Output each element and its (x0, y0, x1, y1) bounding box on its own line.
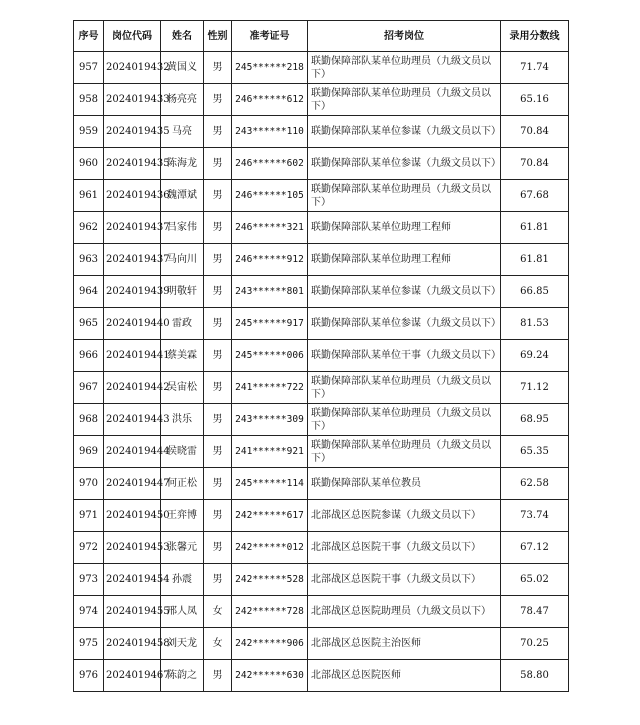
cell-name: 吕家伟 (161, 212, 204, 244)
cell-exam-id: 242******617 (232, 500, 308, 532)
cell-position-code: 2024019454 (104, 564, 161, 596)
header-gender: 性别 (204, 21, 232, 52)
table-row (74, 340, 569, 372)
cell-gender: 男 (204, 116, 232, 148)
cell-position-code: 2024019439 (104, 276, 161, 308)
table-row (74, 84, 569, 116)
cell-gender: 男 (204, 404, 232, 436)
cell-exam-id: 245******917 (232, 308, 308, 340)
cell-gender: 男 (204, 308, 232, 340)
cell-exam-id: 245******218 (232, 52, 308, 84)
table-row (74, 596, 569, 628)
cell-position: 北部战区总医院医师 (308, 660, 501, 692)
cell-score: 65.16 (501, 84, 569, 116)
cell-position-code: 2024019458 (104, 628, 161, 660)
cell-score: 68.95 (501, 404, 569, 436)
cell-score: 67.68 (501, 180, 569, 212)
cell-score: 70.84 (501, 116, 569, 148)
cell-position: 联勤保障部队某单位参谋（九级文员以下） (308, 116, 501, 148)
cell-score: 73.74 (501, 500, 569, 532)
cell-exam-id: 243******801 (232, 276, 308, 308)
cell-score: 70.84 (501, 148, 569, 180)
cell-position: 联勤保障部队某单位参谋（九级文员以下） (308, 148, 501, 180)
cell-position: 北部战区总医院干事（九级文员以下） (308, 532, 501, 564)
table-row (74, 532, 569, 564)
cell-position: 联勤保障部队某单位参谋（九级文员以下） (308, 308, 501, 340)
cell-score: 58.80 (501, 660, 569, 692)
cell-exam-id: 241******722 (232, 372, 308, 404)
table-row (74, 52, 569, 84)
cell-serial-number: 968 (74, 404, 104, 436)
table-row (74, 500, 569, 532)
cell-serial-number: 970 (74, 468, 104, 500)
cell-position: 联勤保障部队某单位参谋（九级文员以下） (308, 276, 501, 308)
cell-serial-number: 975 (74, 628, 104, 660)
cell-position-code: 2024019447 (104, 468, 161, 500)
cell-serial-number: 973 (74, 564, 104, 596)
table-row (74, 148, 569, 180)
cell-position-code: 2024019453 (104, 532, 161, 564)
cell-name: 杨亮亮 (161, 84, 204, 116)
cell-serial-number: 969 (74, 436, 104, 468)
cell-score: 81.53 (501, 308, 569, 340)
cell-name: 马亮 (161, 116, 204, 148)
cell-name: 何正松 (161, 468, 204, 500)
table-row (74, 244, 569, 276)
cell-gender: 男 (204, 180, 232, 212)
cell-position: 联勤保障部队某单位助理工程师 (308, 244, 501, 276)
cell-position-code: 2024019442 (104, 372, 161, 404)
cell-position: 联勤保障部队某单位助理员（九级文员以下） (308, 84, 501, 116)
cell-position-code: 2024019436 (104, 180, 161, 212)
cell-position-code: 2024019432 (104, 52, 161, 84)
header-serial-number: 序号 (74, 21, 104, 52)
table-row (74, 212, 569, 244)
cell-name: 孙震 (161, 564, 204, 596)
cell-exam-id: 246******105 (232, 180, 308, 212)
cell-exam-id: 242******012 (232, 532, 308, 564)
cell-exam-id: 242******528 (232, 564, 308, 596)
cell-gender: 男 (204, 276, 232, 308)
cell-position-code: 2024019455 (104, 596, 161, 628)
cell-gender: 男 (204, 532, 232, 564)
cell-position-code: 2024019444 (104, 436, 161, 468)
cell-position: 北部战区总医院助理员（九级文员以下） (308, 596, 501, 628)
cell-name: 吴宙松 (161, 372, 204, 404)
cell-exam-id: 242******906 (232, 628, 308, 660)
cell-position: 北部战区总医院参谋（九级文员以下） (308, 500, 501, 532)
cell-serial-number: 972 (74, 532, 104, 564)
cell-gender: 男 (204, 564, 232, 596)
cell-gender: 男 (204, 660, 232, 692)
cell-name: 张馨元 (161, 532, 204, 564)
cell-position-code: 2024019441 (104, 340, 161, 372)
header-row (74, 21, 569, 52)
cell-gender: 男 (204, 148, 232, 180)
table-row (74, 404, 569, 436)
cell-exam-id: 243******309 (232, 404, 308, 436)
cell-serial-number: 959 (74, 116, 104, 148)
cell-serial-number: 967 (74, 372, 104, 404)
cell-serial-number: 964 (74, 276, 104, 308)
table-row (74, 372, 569, 404)
header-score: 录用分数线 (501, 21, 569, 52)
table-body (74, 52, 569, 692)
cell-position-code: 2024019435 (104, 116, 161, 148)
cell-score: 71.74 (501, 52, 569, 84)
cell-exam-id: 246******602 (232, 148, 308, 180)
cell-gender: 男 (204, 372, 232, 404)
cell-position: 联勤保障部队某单位教员 (308, 468, 501, 500)
header-exam-id: 准考证号 (232, 21, 308, 52)
header-position-code: 岗位代码 (104, 21, 161, 52)
cell-name: 王弈博 (161, 500, 204, 532)
cell-name: 蔡美霖 (161, 340, 204, 372)
cell-gender: 男 (204, 340, 232, 372)
cell-position: 联勤保障部队某单位助理工程师 (308, 212, 501, 244)
cell-name: 马向川 (161, 244, 204, 276)
cell-position-code: 2024019433 (104, 84, 161, 116)
cell-name: 陈海龙 (161, 148, 204, 180)
cell-serial-number: 961 (74, 180, 104, 212)
cell-position-code: 2024019437 (104, 244, 161, 276)
cell-name: 侯晓雷 (161, 436, 204, 468)
cell-position: 联勤保障部队某单位助理员（九级文员以下） (308, 404, 501, 436)
cell-position-code: 2024019437 (104, 212, 161, 244)
cell-score: 78.47 (501, 596, 569, 628)
cell-serial-number: 971 (74, 500, 104, 532)
cell-exam-id: 246******321 (232, 212, 308, 244)
cell-score: 69.24 (501, 340, 569, 372)
cell-name: 明敬轩 (161, 276, 204, 308)
cell-gender: 男 (204, 500, 232, 532)
cell-score: 61.81 (501, 212, 569, 244)
cell-position: 联勤保障部队某单位助理员（九级文员以下） (308, 372, 501, 404)
cell-serial-number: 974 (74, 596, 104, 628)
table-row (74, 436, 569, 468)
cell-score: 62.58 (501, 468, 569, 500)
header-position: 招考岗位 (308, 21, 501, 52)
cell-position: 联勤保障部队某单位助理员（九级文员以下） (308, 436, 501, 468)
cell-serial-number: 965 (74, 308, 104, 340)
cell-exam-id: 245******006 (232, 340, 308, 372)
cell-name: 黄国义 (161, 52, 204, 84)
cell-position-code: 2024019440 (104, 308, 161, 340)
cell-serial-number: 963 (74, 244, 104, 276)
cell-position: 联勤保障部队某单位助理员（九级文员以下） (308, 180, 501, 212)
cell-name: 洪乐 (161, 404, 204, 436)
cell-exam-id: 246******912 (232, 244, 308, 276)
cell-gender: 男 (204, 84, 232, 116)
cell-name: 雷政 (161, 308, 204, 340)
admission-results-table (73, 20, 569, 692)
cell-exam-id: 243******110 (232, 116, 308, 148)
cell-position-code: 2024019443 (104, 404, 161, 436)
cell-score: 65.02 (501, 564, 569, 596)
cell-serial-number: 957 (74, 52, 104, 84)
cell-score: 67.12 (501, 532, 569, 564)
cell-name: 陈韵之 (161, 660, 204, 692)
cell-serial-number: 960 (74, 148, 104, 180)
cell-serial-number: 976 (74, 660, 104, 692)
table-row (74, 276, 569, 308)
cell-gender: 女 (204, 628, 232, 660)
cell-name: 邢人凤 (161, 596, 204, 628)
cell-score: 71.12 (501, 372, 569, 404)
cell-gender: 男 (204, 212, 232, 244)
cell-gender: 女 (204, 596, 232, 628)
cell-score: 61.81 (501, 244, 569, 276)
cell-name: 魏潭斌 (161, 180, 204, 212)
cell-serial-number: 958 (74, 84, 104, 116)
table-row (74, 564, 569, 596)
cell-name: 刘天龙 (161, 628, 204, 660)
table-row (74, 116, 569, 148)
cell-gender: 男 (204, 436, 232, 468)
cell-gender: 男 (204, 468, 232, 500)
table-row (74, 180, 569, 212)
cell-position-code: 2024019467 (104, 660, 161, 692)
cell-exam-id: 245******114 (232, 468, 308, 500)
cell-position: 北部战区总医院主治医师 (308, 628, 501, 660)
cell-score: 65.35 (501, 436, 569, 468)
cell-exam-id: 242******630 (232, 660, 308, 692)
cell-position-code: 2024019450 (104, 500, 161, 532)
cell-position: 北部战区总医院干事（九级文员以下） (308, 564, 501, 596)
cell-position-code: 2024019435 (104, 148, 161, 180)
cell-serial-number: 966 (74, 340, 104, 372)
cell-position: 联勤保障部队某单位干事（九级文员以下） (308, 340, 501, 372)
table-row (74, 308, 569, 340)
cell-score: 70.25 (501, 628, 569, 660)
cell-gender: 男 (204, 52, 232, 84)
table-row (74, 628, 569, 660)
cell-serial-number: 962 (74, 212, 104, 244)
cell-score: 66.85 (501, 276, 569, 308)
cell-exam-id: 242******728 (232, 596, 308, 628)
cell-exam-id: 241******921 (232, 436, 308, 468)
header-name: 姓名 (161, 21, 204, 52)
cell-position: 联勤保障部队某单位助理员（九级文员以下） (308, 52, 501, 84)
table-row (74, 468, 569, 500)
table-row (74, 660, 569, 692)
table-header (74, 21, 569, 52)
cell-exam-id: 246******612 (232, 84, 308, 116)
cell-gender: 男 (204, 244, 232, 276)
